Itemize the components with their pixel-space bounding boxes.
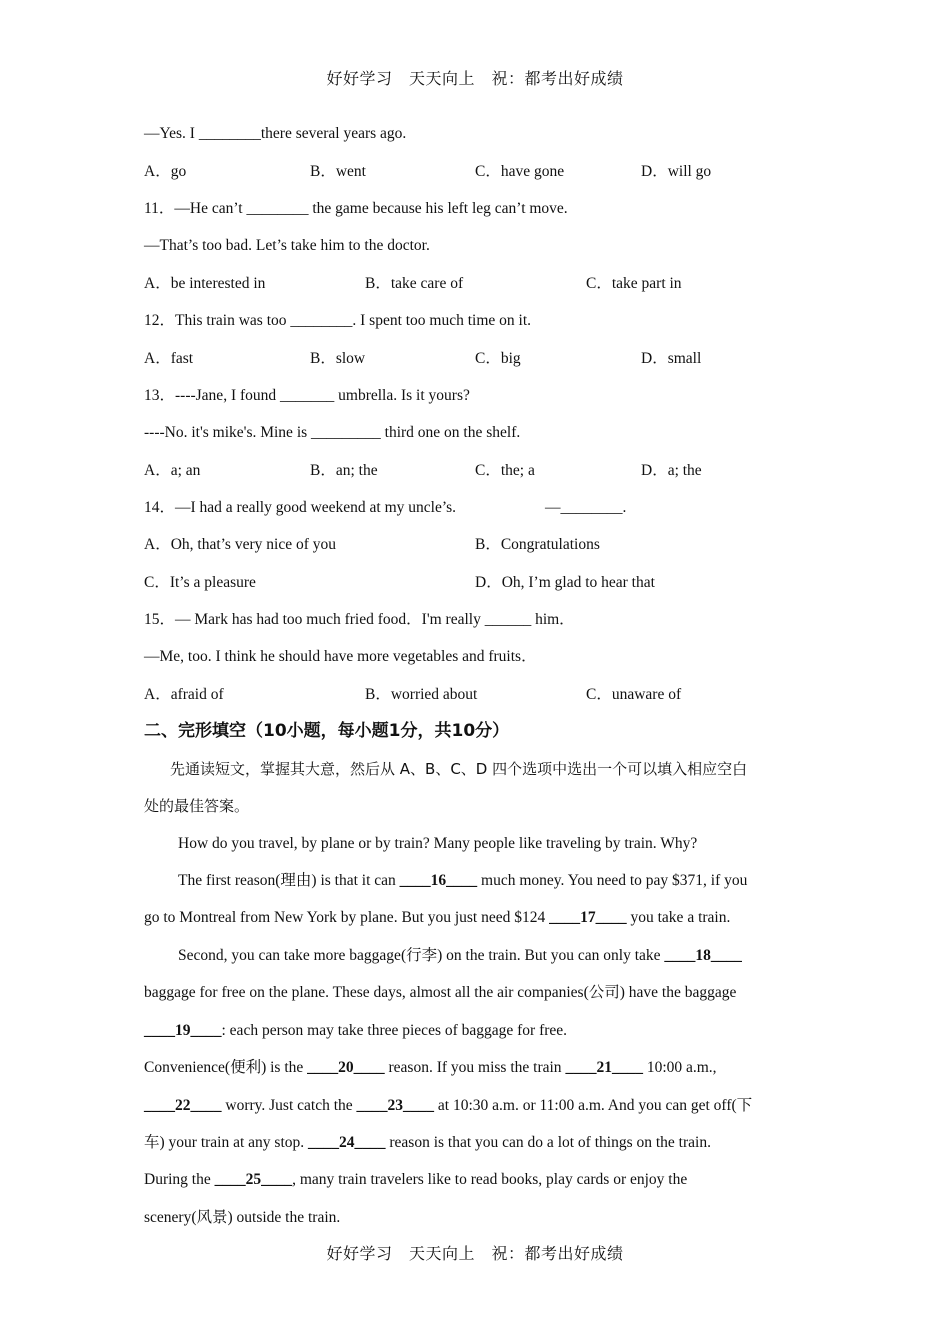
- blank-20: ____20____: [307, 1059, 385, 1076]
- q15-stem: 15．— Mark has had too much fried food．I'm really ______ him．: [144, 611, 575, 628]
- q10-option-a: A．go: [144, 163, 187, 180]
- q13-response: ----No. it's mike's. Mine is _________ third one on the shelf.: [144, 424, 521, 441]
- passage-text: During the: [144, 1171, 215, 1188]
- passage-line: [178, 946, 742, 966]
- q11-option-a: A．be interested in: [144, 275, 266, 292]
- passage-text: : each person may take three pieces of baggage for free.: [221, 1022, 568, 1039]
- blank-23: ____23____: [356, 1097, 435, 1114]
- q12-option-c: C．big: [475, 350, 521, 367]
- passage-line: baggage for free on the plane. These days, almost all the air companies(公司) have the baggage: [144, 984, 737, 1001]
- q13-option-c: C．the; a: [475, 462, 535, 479]
- passage-text: , many train travelers like to read books, play cards or enjoy the: [292, 1171, 688, 1188]
- passage-line: [144, 1170, 687, 1190]
- page-header: 好好学习 天天向上 祝：都考出好成绩: [326, 69, 624, 88]
- section-instructions: 先通读短文，掌握其大意，然后从 A、B、C、D 四个选项中选出一个可以填入相应空白: [170, 760, 748, 778]
- passage-text: Second, you can take more baggage(行李) on the train. But you can only take: [178, 947, 665, 964]
- q15-response: —Me, too. I think he should have more vegetables and fruits．: [144, 648, 537, 665]
- section-instructions-cont: 处的最佳答案。: [144, 797, 250, 815]
- section-title: 二、完形填空（10小题，每小题1分，共10分）: [144, 721, 510, 741]
- q15-option-b: B．worried about: [365, 686, 478, 703]
- q12-option-d: D．small: [641, 350, 702, 367]
- blank-24: ____24____: [308, 1134, 386, 1151]
- q12-stem: 12．This train was too ________. I spent too much time on it.: [144, 312, 532, 329]
- q13-option-b: B．an; the: [310, 462, 378, 479]
- passage-line: [144, 1058, 717, 1078]
- passage-text: 车) your train at any stop.: [144, 1134, 309, 1151]
- q14-option-d: D．Oh, I’m glad to hear that: [475, 574, 655, 591]
- passage-line: [144, 1021, 567, 1041]
- q14-stem: 14．—I had a really good weekend at my uncle’s.: [144, 499, 457, 516]
- blank-21: ____21____: [565, 1059, 643, 1076]
- q11-option-c: C．take part in: [586, 275, 682, 292]
- q13-stem: 13．----Jane, I found _______ umbrella. Is it yours?: [144, 387, 470, 404]
- q13-option-d: D．a; the: [641, 462, 702, 479]
- q12-option-b: B．slow: [310, 350, 366, 367]
- q12-option-a: A．fast: [144, 350, 194, 367]
- passage-line: [144, 908, 730, 928]
- passage-text: Convenience(便利) is the: [144, 1059, 308, 1076]
- q15-option-c: C．unaware of: [586, 686, 682, 703]
- blank-18: ____18____: [664, 947, 742, 964]
- passage-text: The first reason(理由) is that it can: [178, 872, 400, 889]
- q15-option-a: A．afraid of: [144, 686, 224, 703]
- passage-text: worry. Just catch the: [221, 1097, 357, 1114]
- q14-response-blank: —________.: [545, 499, 627, 516]
- passage-line: [144, 1133, 711, 1153]
- q13-option-a: A．a; an: [144, 462, 201, 479]
- q11-response: —That’s too bad. Let’s take him to the doctor.: [144, 237, 430, 254]
- passage-line: scenery(风景) outside the train.: [144, 1209, 341, 1226]
- passage-text: you take a train.: [626, 909, 731, 926]
- passage-paragraph-1: How do you travel, by plane or by train? Many people like traveling by train. Why?: [178, 835, 698, 852]
- passage-line: [144, 1096, 752, 1116]
- q11-option-b: B．take care of: [365, 275, 464, 292]
- passage-text: at 10:30 a.m. or 11:00 a.m. And you can get off(下: [434, 1097, 753, 1114]
- blank-16: ____16____: [399, 872, 478, 889]
- blank-19: ____19____: [144, 1022, 222, 1039]
- q10-option-b: B．went: [310, 163, 366, 180]
- q14-option-a: A．Oh, that’s very nice of you: [144, 536, 336, 553]
- q14-option-b: B．Congratulations: [475, 536, 600, 553]
- q11-stem: 11．—He can’t ________ the game because his left leg can’t move.: [144, 200, 568, 217]
- q10-option-c: C．have gone: [475, 163, 565, 180]
- blank-22: ____22____: [144, 1097, 222, 1114]
- passage-line: [178, 871, 747, 891]
- passage-text: 10:00 a.m.,: [642, 1059, 717, 1076]
- q10-answer-line: —Yes. I ________there several years ago.: [144, 125, 407, 142]
- blank-17: ____17____: [549, 909, 627, 926]
- page-footer: 好好学习 天天向上 祝：都考出好成绩: [326, 1244, 624, 1263]
- passage-text: much money. You need to pay $371, if you: [477, 872, 748, 889]
- q10-option-d: D．will go: [641, 163, 712, 180]
- passage-text: reason is that you can do a lot of things on the train.: [385, 1134, 711, 1151]
- passage-text: go to Montreal from New York by plane. But you just need $124: [144, 909, 550, 926]
- blank-25: ____25____: [214, 1171, 293, 1188]
- passage-text: reason. If you miss the train: [384, 1059, 566, 1076]
- q14-option-c: C．It’s a pleasure: [144, 574, 256, 591]
